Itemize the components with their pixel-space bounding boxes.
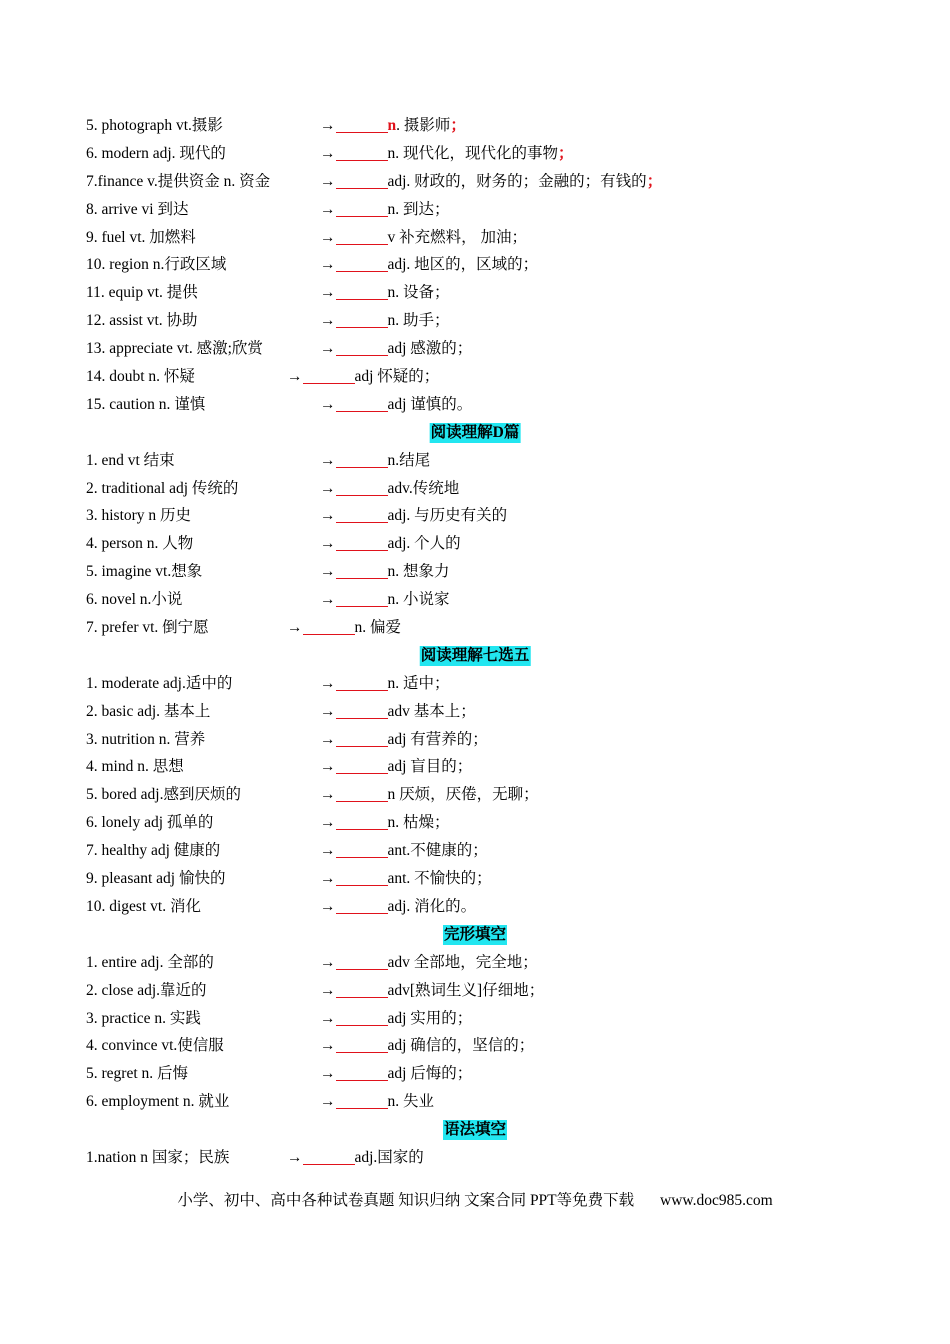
vocab-row <box>0 1144 950 1172</box>
vocab-answer <box>320 949 538 977</box>
vocab-answer <box>320 168 662 196</box>
vocab-word: 3. practice n. 实践 <box>86 1009 201 1027</box>
vocab-answer <box>320 781 539 809</box>
vocab-meaning: adj.国家的 <box>354 1148 424 1166</box>
vocab-row <box>0 140 950 168</box>
vocab-row <box>0 753 950 781</box>
vocab-row <box>0 977 950 1005</box>
vocab-meaning: adj 实用的； <box>387 1009 473 1027</box>
answer-blank[interactable] <box>303 1146 355 1165</box>
arrow-icon: → <box>320 591 336 609</box>
vocab-word: 7. prefer vt. 倒宁愿 <box>86 619 209 637</box>
vocab-row <box>0 726 950 754</box>
vocab-row <box>0 1060 950 1088</box>
vocab-meaning: n. 偏爱 <box>354 619 402 637</box>
vocab-answer <box>320 391 472 419</box>
vocab-row <box>0 196 950 224</box>
section-heading-text: 阅读理解七选五 <box>420 646 530 664</box>
vocab-meaning: adj. 个人的 <box>387 535 461 553</box>
vocab-row <box>0 251 950 279</box>
vocab-answer <box>320 307 450 335</box>
arrow-icon: → <box>320 953 336 971</box>
answer-blank[interactable] <box>336 253 388 272</box>
vocab-meaning: adv[熟词生义]仔细地； <box>387 981 545 999</box>
answer-blank[interactable] <box>336 142 388 161</box>
answer-blank[interactable] <box>336 504 388 523</box>
vocab-answer <box>320 475 459 503</box>
vocab-word: 4. convince vt.使信服 <box>86 1037 224 1055</box>
arrow-icon: → <box>320 786 336 804</box>
vocab-answer <box>287 1144 424 1172</box>
vocab-row <box>0 475 950 503</box>
vocab-word: 9. fuel vt. 加燃料 <box>86 228 196 246</box>
arrow-icon: → <box>320 172 336 190</box>
arrow-icon: → <box>320 730 336 748</box>
vocab-meaning: adj. 地区的，区域的； <box>387 256 539 274</box>
vocab-word: 10. region n.行政区域 <box>86 256 227 274</box>
answer-blank[interactable] <box>303 365 355 384</box>
vocab-row <box>0 586 950 614</box>
vocab-row <box>0 949 950 977</box>
vocab-meaning: adv 基本上； <box>387 702 476 720</box>
arrow-icon: → <box>320 563 336 581</box>
vocab-word: 1.nation n 国家；民族 <box>86 1148 230 1166</box>
answer-blank[interactable] <box>336 700 388 719</box>
vocab-word: 6. modern adj. 现代的 <box>86 144 226 162</box>
vocab-meaning: n. 摄影师； <box>387 117 466 134</box>
vocab-meaning: adj 确信的，坚信的； <box>387 1037 535 1055</box>
answer-blank[interactable] <box>336 1007 388 1026</box>
answer-blank[interactable] <box>336 839 388 858</box>
vocab-row <box>0 447 950 475</box>
section-heading <box>0 1116 950 1144</box>
answer-blank[interactable] <box>336 895 388 914</box>
arrow-icon: → <box>320 814 336 832</box>
arrow-icon: → <box>320 479 336 497</box>
arrow-icon: → <box>320 507 336 525</box>
section-heading-text: 完形填空 <box>443 925 507 943</box>
vocab-word: 2. basic adj. 基本上 <box>86 702 211 720</box>
vocab-meaning: ant.不健康的； <box>387 842 488 860</box>
vocab-row <box>0 893 950 921</box>
vocab-answer <box>320 1032 534 1060</box>
section-heading-text: 阅读理解D篇 <box>430 423 520 441</box>
vocab-answer <box>320 530 461 558</box>
vocab-row <box>0 1005 950 1033</box>
vocab-word: 7. healthy adj 健康的 <box>86 842 221 860</box>
arrow-icon: → <box>320 535 336 553</box>
vocab-row <box>0 1088 950 1116</box>
answer-blank[interactable] <box>336 477 388 496</box>
vocab-answer <box>320 447 430 475</box>
vocab-answer <box>287 363 439 391</box>
answer-blank[interactable] <box>336 393 388 412</box>
answer-blank[interactable] <box>336 1090 388 1109</box>
arrow-icon: → <box>320 312 336 330</box>
vocab-answer <box>320 670 450 698</box>
answer-blank[interactable] <box>336 309 388 328</box>
answer-blank[interactable] <box>303 616 355 635</box>
vocab-meaning: adv 全部地，完全地； <box>387 953 538 971</box>
vocab-row <box>0 809 950 837</box>
arrow-icon: → <box>320 200 336 218</box>
vocab-meaning: n. 枯燥； <box>387 814 450 832</box>
arrow-icon: → <box>320 451 336 469</box>
footer-site[interactable]: www.doc985.com <box>660 1192 773 1209</box>
vocab-meaning: adj. 财政的，财务的；金融的；有钱的； <box>387 172 663 190</box>
vocab-meaning: adj 谨慎的。 <box>387 395 473 413</box>
vocab-row <box>0 670 950 698</box>
vocab-meaning: n 厌烦，厌倦，无聊； <box>387 786 539 804</box>
vocab-word: 10. digest vt. 消化 <box>86 897 201 915</box>
answer-blank[interactable] <box>336 170 388 189</box>
vocab-word: 7.finance v.提供资金 n. 资金 <box>86 172 271 190</box>
vocabulary-document <box>0 112 950 1172</box>
vocab-row <box>0 1032 950 1060</box>
vocab-meaning: adj 感激的； <box>387 340 473 358</box>
vocab-meaning: n. 到达； <box>387 200 450 218</box>
arrow-icon: → <box>320 702 336 720</box>
vocab-word: 6. lonely adj 孤单的 <box>86 814 214 832</box>
arrow-icon: → <box>320 674 336 692</box>
section-heading <box>0 921 950 949</box>
vocab-word: 15. caution n. 谨慎 <box>86 395 206 413</box>
vocab-word: 11. equip vt. 提供 <box>86 284 198 302</box>
vocab-answer <box>320 140 574 168</box>
answer-blank[interactable] <box>336 281 388 300</box>
vocab-word: 2. close adj.靠近的 <box>86 981 207 999</box>
vocab-meaning: adj 怀疑的； <box>354 368 440 386</box>
answer-blank[interactable] <box>336 114 388 133</box>
vocab-answer <box>320 726 488 754</box>
arrow-icon: → <box>320 256 336 274</box>
section-heading <box>0 642 950 670</box>
vocab-word: 5. bored adj.感到厌烦的 <box>86 786 241 804</box>
vocab-answer <box>320 809 450 837</box>
vocab-word: 1. end vt 结束 <box>86 451 175 469</box>
vocab-answer <box>320 1005 472 1033</box>
answer-blank[interactable] <box>336 783 388 802</box>
vocab-row <box>0 307 950 335</box>
vocab-answer <box>320 753 472 781</box>
section-heading <box>0 419 950 447</box>
vocab-answer <box>320 698 476 726</box>
answer-blank[interactable] <box>336 979 388 998</box>
vocab-word: 5. imagine vt.想象 <box>86 563 203 581</box>
vocab-meaning: n. 助手； <box>387 312 450 330</box>
vocab-meaning: adv.传统地 <box>387 479 460 497</box>
answer-blank[interactable] <box>336 867 388 886</box>
vocab-word: 14. doubt n. 怀疑 <box>86 368 195 386</box>
vocab-answer <box>320 112 466 140</box>
vocab-row <box>0 837 950 865</box>
arrow-icon: → <box>287 619 303 637</box>
answer-blank[interactable] <box>336 337 388 356</box>
vocab-meaning: n. 适中； <box>387 674 450 692</box>
arrow-icon: → <box>287 1148 303 1166</box>
vocab-word: 9. pleasant adj 愉快的 <box>86 870 226 888</box>
arrow-icon: → <box>320 1009 336 1027</box>
answer-blank[interactable] <box>336 226 388 245</box>
vocab-word: 8. arrive vi 到达 <box>86 200 189 218</box>
vocab-meaning: v 补充燃料， 加油； <box>387 228 528 246</box>
arrow-icon: → <box>320 1093 336 1111</box>
arrow-icon: → <box>320 897 336 915</box>
answer-blank[interactable] <box>336 951 388 970</box>
answer-blank[interactable] <box>336 672 388 691</box>
answer-blank[interactable] <box>336 755 388 774</box>
vocab-meaning: adj. 消化的。 <box>387 897 477 915</box>
vocab-row <box>0 614 950 642</box>
answer-blank[interactable] <box>336 449 388 468</box>
vocab-meaning: n. 想象力 <box>387 563 450 581</box>
vocab-word: 3. history n 历史 <box>86 507 192 525</box>
arrow-icon: → <box>320 1065 336 1083</box>
page-footer <box>0 1188 950 1210</box>
arrow-icon: → <box>320 870 336 888</box>
arrow-icon: → <box>320 284 336 302</box>
vocab-row <box>0 363 950 391</box>
vocab-answer <box>320 224 527 252</box>
vocab-answer <box>320 837 488 865</box>
vocab-answer <box>320 865 492 893</box>
vocab-answer <box>287 614 401 642</box>
vocab-meaning: n. 失业 <box>387 1093 435 1111</box>
vocab-answer <box>320 502 507 530</box>
vocab-meaning: n. 设备； <box>387 284 450 302</box>
answer-blank[interactable] <box>336 728 388 747</box>
vocab-row <box>0 530 950 558</box>
arrow-icon: → <box>320 981 336 999</box>
vocab-word: 4. person n. 人物 <box>86 535 194 553</box>
vocab-row <box>0 781 950 809</box>
vocab-answer <box>320 1060 472 1088</box>
vocab-word: 5. photograph vt.摄影 <box>86 117 223 134</box>
vocab-answer <box>320 1088 434 1116</box>
vocab-word: 13. appreciate vt. 感激;欣赏 <box>86 340 263 358</box>
arrow-icon: → <box>287 368 303 386</box>
vocab-answer <box>320 251 538 279</box>
section-heading-text: 语法填空 <box>443 1121 507 1139</box>
vocab-answer <box>320 558 450 586</box>
vocab-answer <box>320 586 450 614</box>
answer-blank[interactable] <box>336 811 388 830</box>
vocab-answer <box>320 977 544 1005</box>
vocab-word: 6. novel n.小说 <box>86 591 183 609</box>
vocab-row <box>0 865 950 893</box>
vocab-word: 4. mind n. 思想 <box>86 758 184 776</box>
vocab-word: 2. traditional adj 传统的 <box>86 479 239 497</box>
answer-blank[interactable] <box>336 532 388 551</box>
vocab-word: 12. assist vt. 协助 <box>86 312 198 330</box>
vocab-row <box>0 558 950 586</box>
arrow-icon: → <box>320 395 336 413</box>
vocab-meaning: adj 后悔的； <box>387 1065 473 1083</box>
arrow-icon: → <box>320 117 336 134</box>
answer-blank[interactable] <box>336 198 388 217</box>
arrow-icon: → <box>320 842 336 860</box>
vocab-answer <box>320 893 476 921</box>
vocab-answer <box>320 279 450 307</box>
vocab-word: 1. entire adj. 全部的 <box>86 953 214 971</box>
vocab-answer <box>320 196 450 224</box>
vocab-meaning: adj 有营养的； <box>387 730 488 748</box>
arrow-icon: → <box>320 1037 336 1055</box>
vocab-meaning: n.结尾 <box>387 451 431 469</box>
vocab-row <box>0 502 950 530</box>
arrow-icon: → <box>320 228 336 246</box>
answer-blank[interactable] <box>336 1034 388 1053</box>
vocab-word: 3. nutrition n. 营养 <box>86 730 206 748</box>
vocab-meaning: adj. 与历史有关的 <box>387 507 508 525</box>
vocab-row <box>0 279 950 307</box>
vocab-row <box>0 335 950 363</box>
answer-blank[interactable] <box>336 588 388 607</box>
vocab-meaning: n. 现代化，现代化的事物； <box>387 144 574 162</box>
vocab-row <box>0 168 950 196</box>
vocab-row <box>0 112 950 140</box>
vocab-word: 5. regret n. 后悔 <box>86 1065 189 1083</box>
vocab-row <box>0 391 950 419</box>
vocab-word: 6. employment n. 就业 <box>86 1093 230 1111</box>
arrow-icon: → <box>320 340 336 358</box>
vocab-row <box>0 698 950 726</box>
answer-blank[interactable] <box>336 1062 388 1081</box>
footer-text: 小学、初中、高中各种试卷真题 知识归纳 文案合同 PPT等免费下载 <box>177 1192 635 1209</box>
arrow-icon: → <box>320 144 336 162</box>
vocab-meaning: ant. 不愉快的； <box>387 870 492 888</box>
arrow-icon: → <box>320 758 336 776</box>
vocab-row <box>0 224 950 252</box>
vocab-word: 1. moderate adj.适中的 <box>86 674 233 692</box>
answer-blank[interactable] <box>336 560 388 579</box>
vocab-answer <box>320 335 472 363</box>
vocab-meaning: adj 盲目的； <box>387 758 473 776</box>
vocab-meaning: n. 小说家 <box>387 591 450 609</box>
